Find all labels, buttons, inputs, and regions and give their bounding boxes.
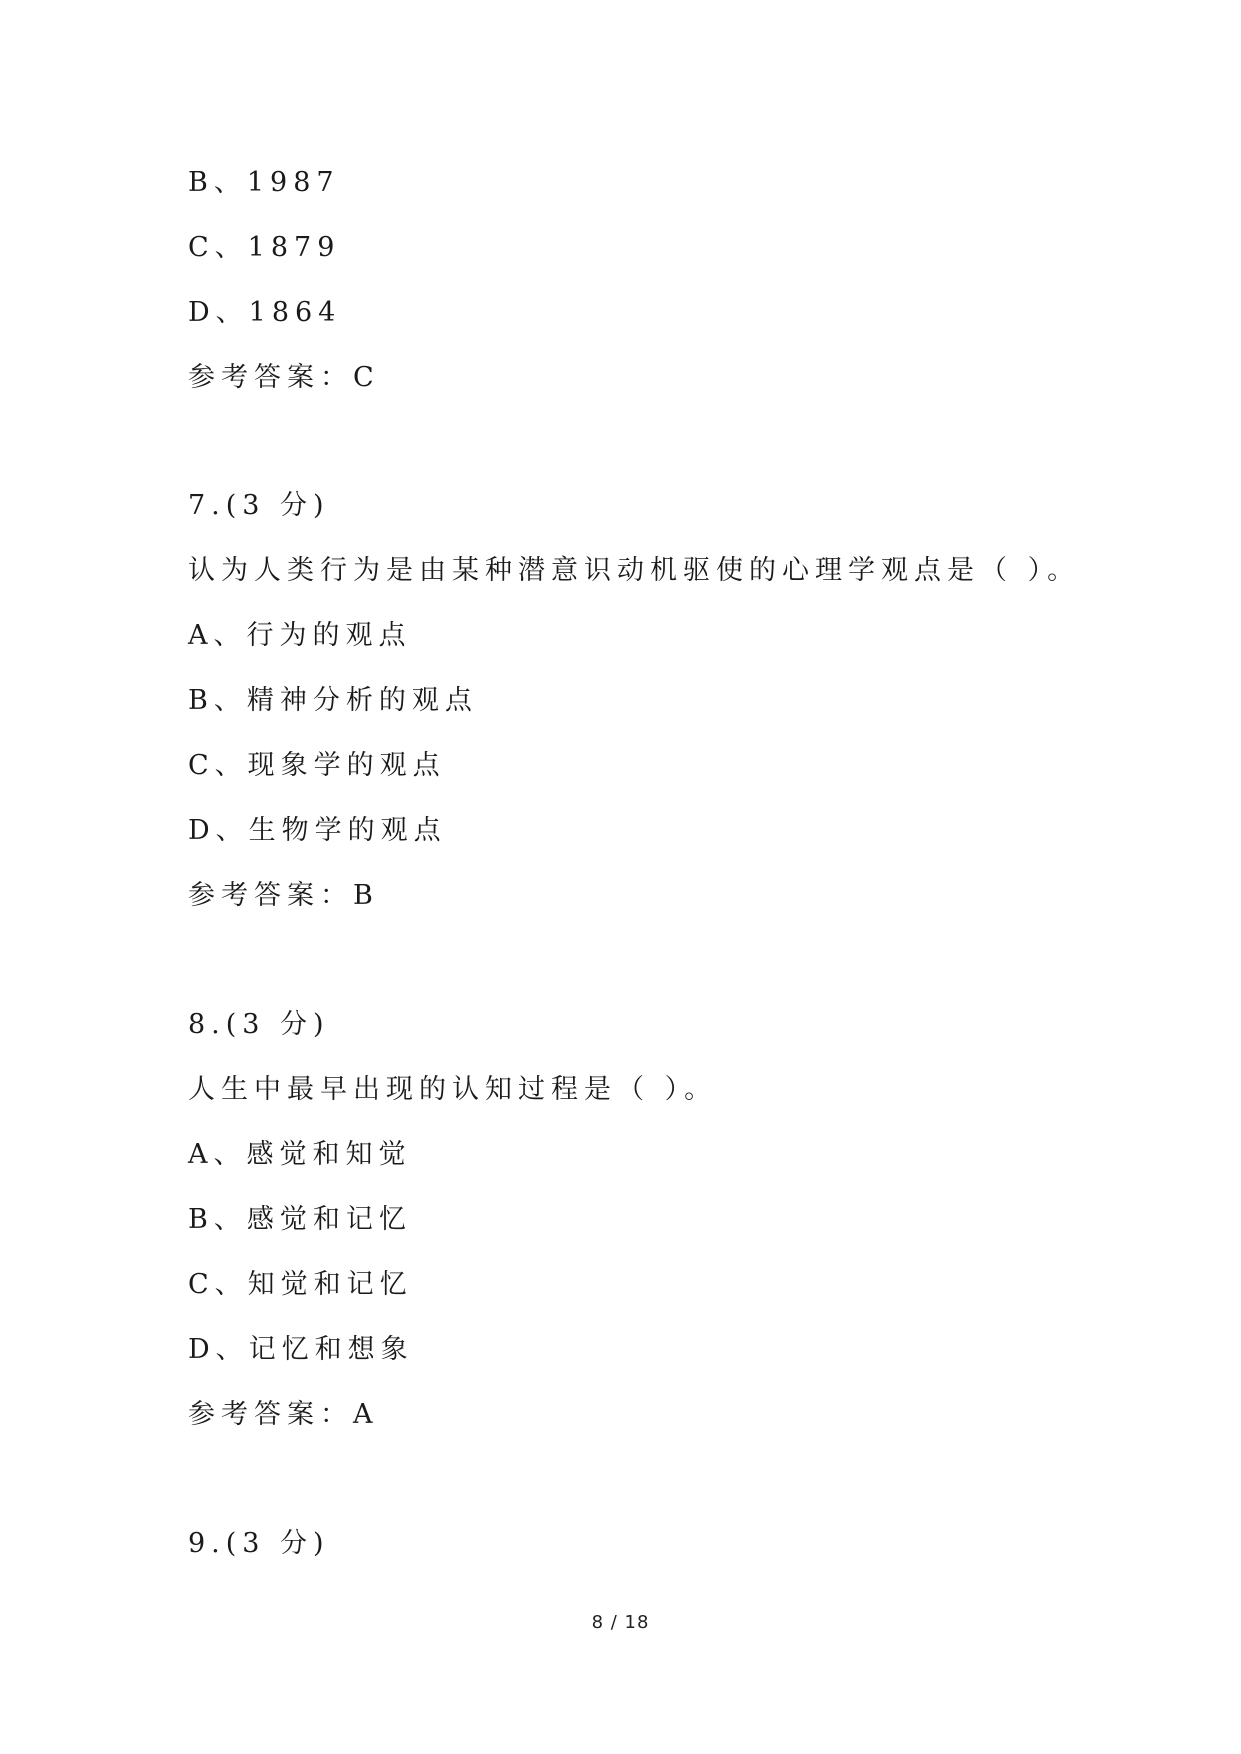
page-number: 8 / 18	[591, 1612, 650, 1633]
q7-option-a: A、行为的观点	[188, 620, 412, 651]
q7-header: 7.(3 分)	[188, 490, 330, 521]
q8-option-a: A、感觉和知觉	[188, 1139, 412, 1170]
q8-option-d: D、记忆和想象	[188, 1334, 414, 1365]
q8-option-c: C、知觉和记忆	[188, 1269, 413, 1300]
q7-option-c: C、现象学的观点	[188, 750, 446, 781]
q8-option-b: B、感觉和记忆	[188, 1204, 412, 1235]
q9-header: 9.(3 分)	[188, 1528, 330, 1559]
q8-header: 8.(3 分)	[188, 1009, 330, 1040]
q7-answer: 参考答案：B	[188, 880, 379, 911]
q6-option-c: C、1879	[188, 232, 341, 263]
q6-answer: 参考答案：C	[188, 362, 380, 393]
q6-option-b: B、1987	[188, 167, 340, 198]
q8-stem: 人生中最早出现的认知过程是（ ）。	[188, 1074, 718, 1105]
q6-option-d: D、1864	[188, 297, 342, 328]
q8-answer: 参考答案：A	[188, 1399, 379, 1430]
q7-stem: 认为人类行为是由某种潜意识动机驱使的心理学观点是（ ）。	[188, 555, 1081, 586]
q7-option-b: B、精神分析的观点	[188, 685, 478, 716]
q7-option-d: D、生物学的观点	[188, 815, 447, 846]
